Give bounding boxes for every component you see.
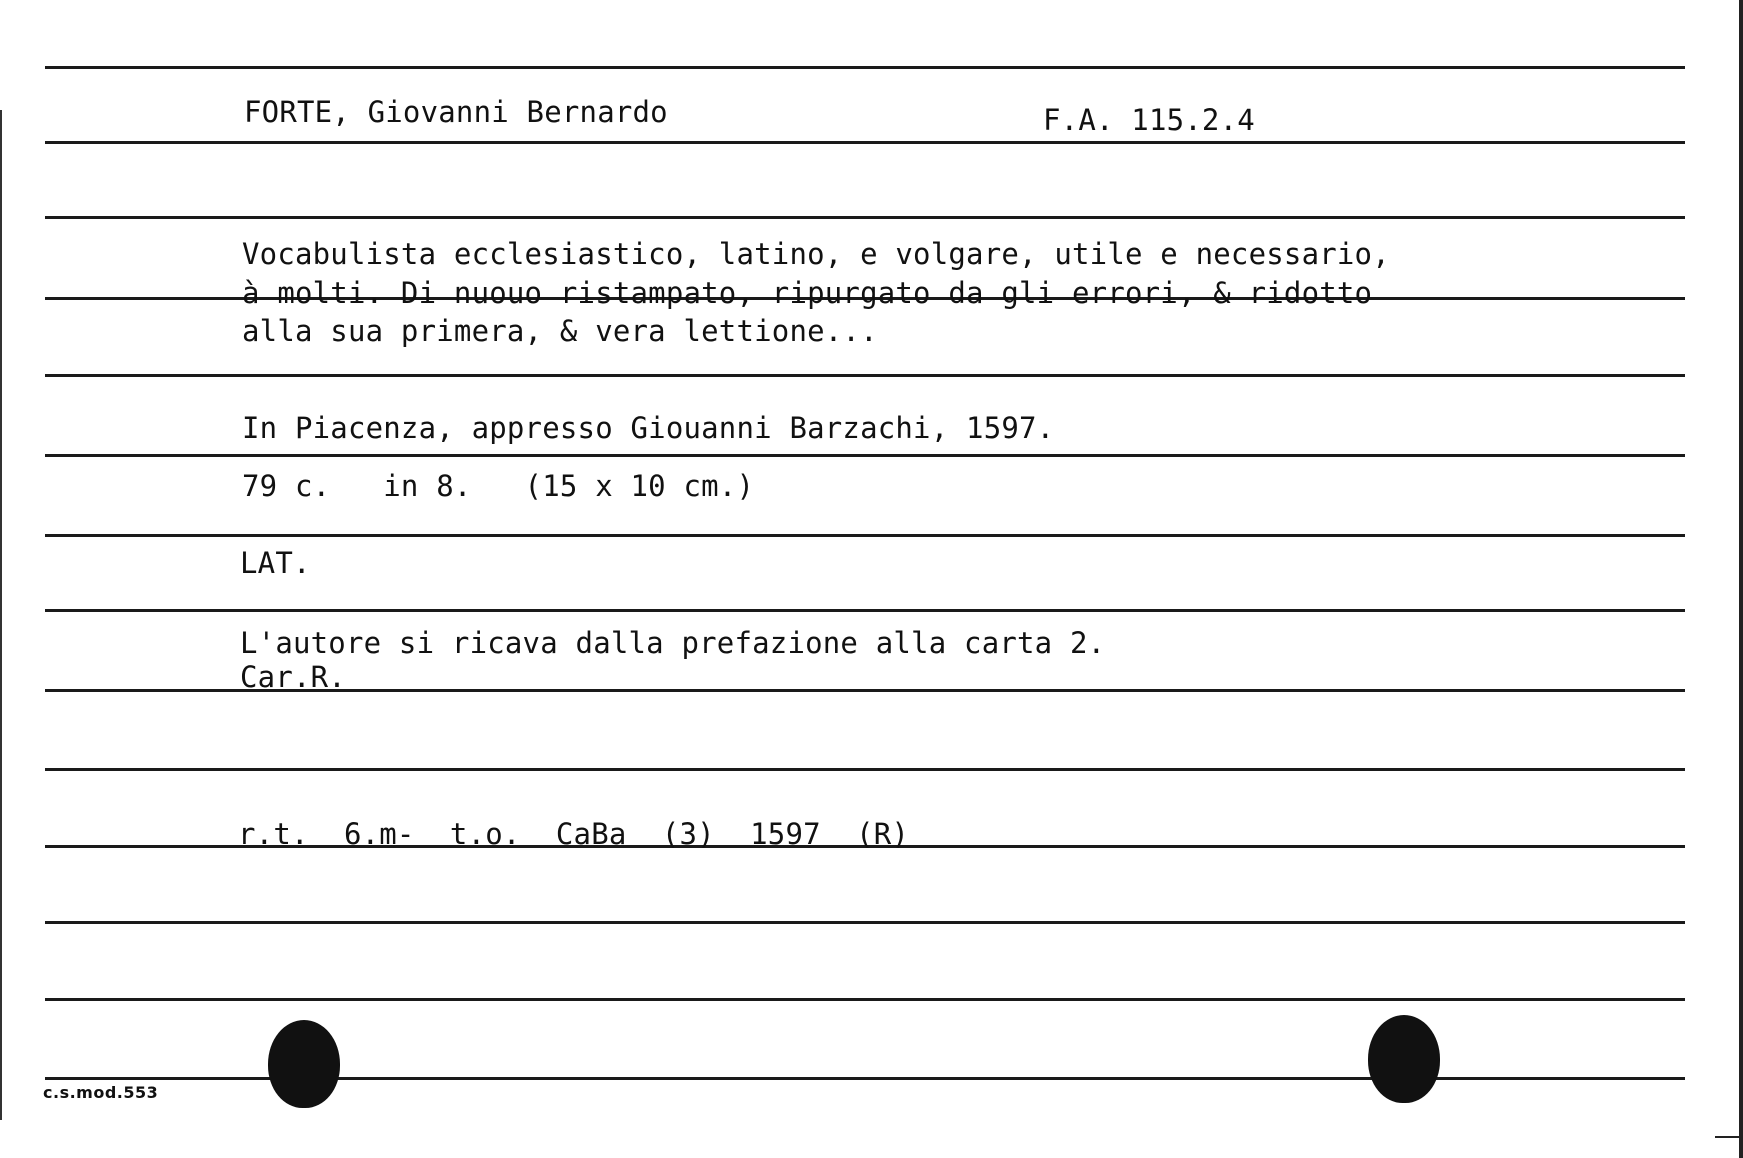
- title-line-1: Vocabulista ecclesiastico, latino, e volgare, utile e necessario,: [242, 237, 1390, 271]
- ruled-line: [45, 141, 1685, 144]
- shelfmark: F.A. 115.2.4: [1043, 103, 1255, 137]
- title-line-2: à molti. Di nuouo ristampato, ripurgato da gli errori, & ridotto: [242, 276, 1373, 310]
- scan-edge-left: [0, 110, 2, 1120]
- punch-hole-left: [268, 1020, 340, 1108]
- ruled-line: [45, 454, 1685, 457]
- title-line-3: alla sua primera, & vera lettione...: [242, 314, 878, 348]
- ruled-line: [45, 998, 1685, 1001]
- ruled-line: [45, 609, 1685, 612]
- ruled-line: [45, 768, 1685, 771]
- punch-hole-right: [1368, 1015, 1440, 1103]
- scan-mark: [1715, 1136, 1743, 1138]
- note-line-1: L'autore si ricava dalla prefazione alla carta 2.: [240, 626, 1106, 660]
- ruled-line: [45, 921, 1685, 924]
- form-code: c.s.mod.553: [43, 1083, 159, 1102]
- scan-edge-right: [1739, 0, 1743, 1158]
- author-heading: FORTE, Giovanni Bernardo: [244, 95, 668, 129]
- imprint: In Piacenza, appresso Giouanni Barzachi, 1597.: [242, 411, 1055, 445]
- physical-description: 79 c. in 8. (15 x 10 cm.): [242, 469, 755, 503]
- ruled-line: [45, 66, 1685, 69]
- note-line-2: Car.R.: [240, 660, 346, 694]
- ruled-line: [45, 534, 1685, 537]
- language-code: LAT.: [240, 546, 311, 580]
- ruled-line: [45, 216, 1685, 219]
- ruled-line: [45, 374, 1685, 377]
- fingerprint: r.t. 6.m- t.o. CaBa (3) 1597 (R): [238, 817, 910, 851]
